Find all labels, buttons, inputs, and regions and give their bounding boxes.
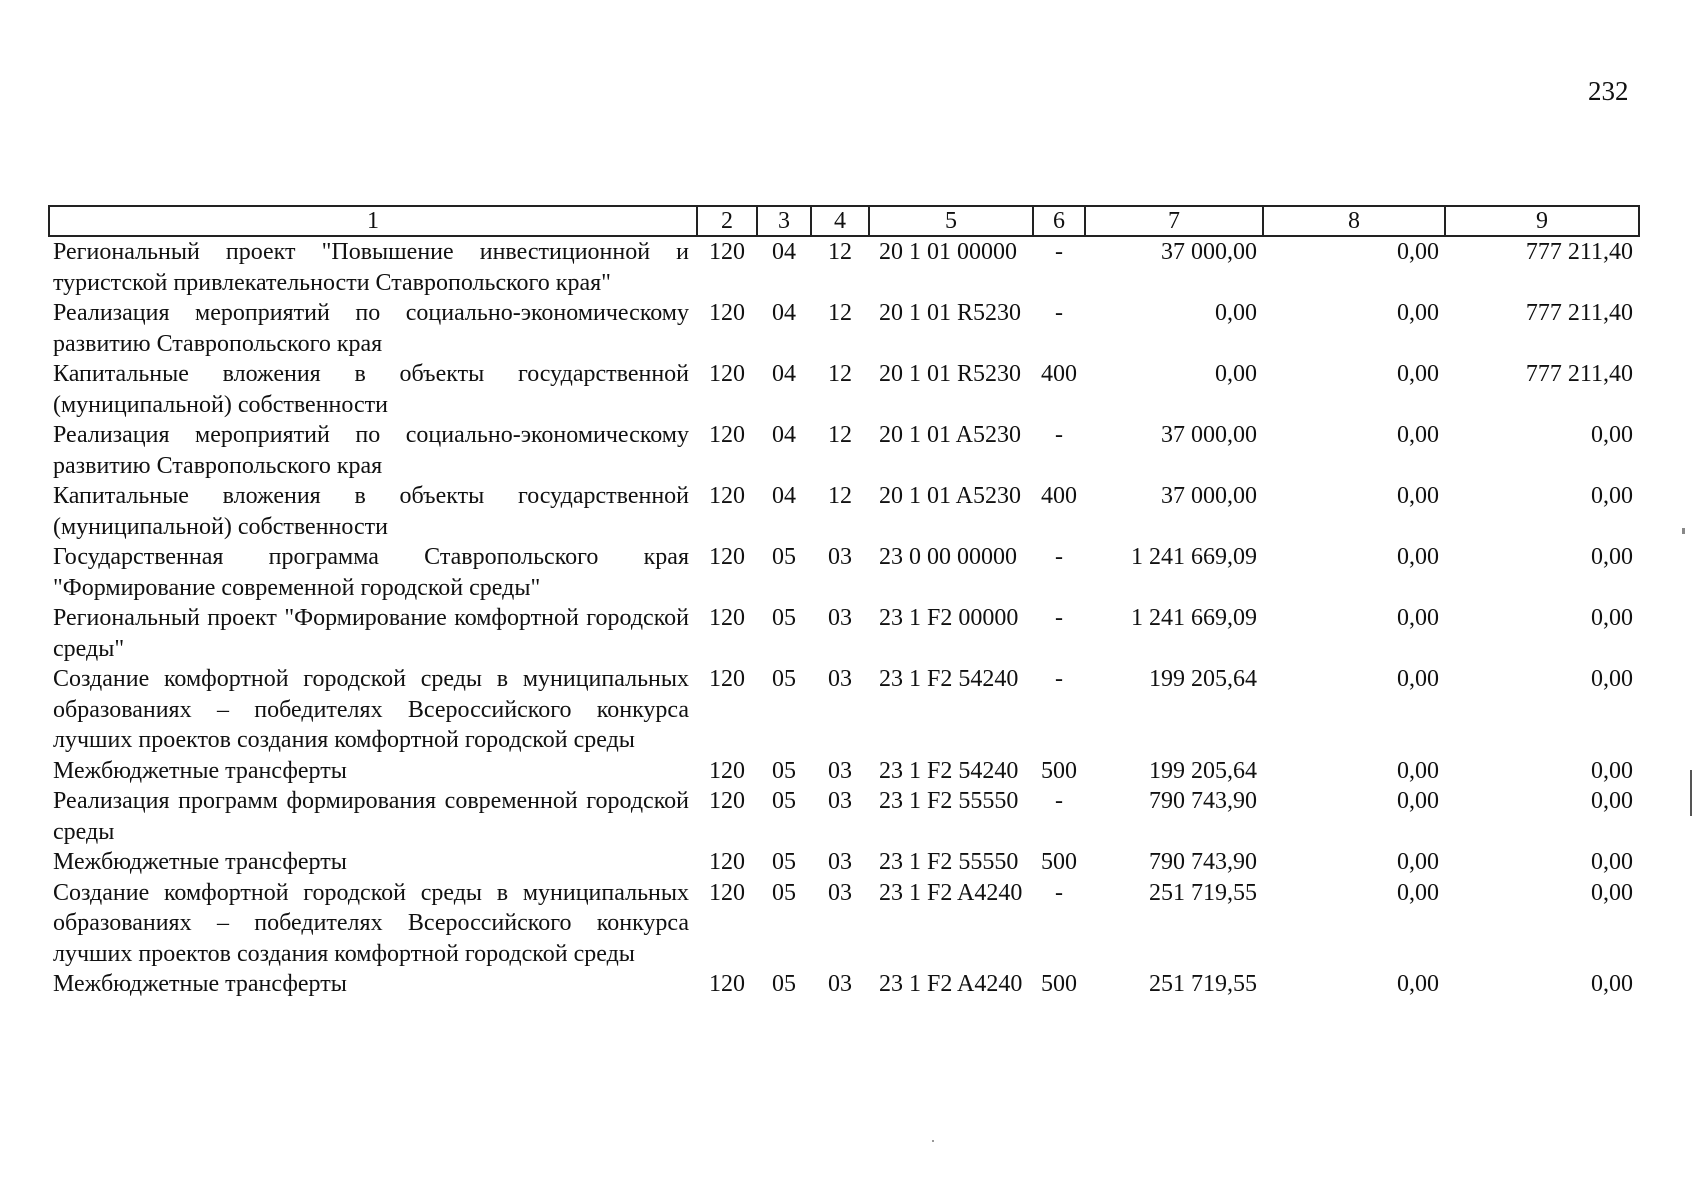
row-code-5: 20 1 01 A5230 xyxy=(879,422,1022,448)
row-code-2: 120 xyxy=(709,879,745,906)
row-name: Межбюджетные трансферты xyxy=(53,971,347,997)
row-name: Создание комфортной городской среды в муниципальных образованиях – победителях Всероссийского конкурса лучших проектов создания комфортной городской среды xyxy=(53,879,689,967)
table-row xyxy=(49,969,1639,1000)
row-amount-8: 0,00 xyxy=(1397,361,1439,387)
row-amount-7: 251 719,55 xyxy=(1149,971,1257,997)
row-name: Капитальные вложения в объекты государственной (муниципальной) собственности xyxy=(53,483,689,540)
row-code-3: 05 xyxy=(772,605,796,631)
row-code-6: - xyxy=(1055,666,1063,692)
row-amount-7: 1 241 669,09 xyxy=(1131,605,1257,631)
table-body xyxy=(49,236,1639,1000)
row-name: Региональный проект "Формирование комфортной городской среды" xyxy=(53,605,689,662)
row-amount-9: 0,00 xyxy=(1591,788,1633,814)
column-header-8: 8 xyxy=(1263,206,1445,236)
row-code-5: 23 1 F2 55550 xyxy=(879,788,1019,814)
row-amount-7: 790 743,90 xyxy=(1149,849,1257,875)
row-code-6: 400 xyxy=(1041,483,1077,509)
row-code-3: 05 xyxy=(772,788,796,814)
row-code-5: 23 1 F2 54240 xyxy=(879,757,1019,784)
row-code-4: 12 xyxy=(828,239,852,265)
row-code-6: - xyxy=(1055,300,1063,326)
row-amount-7: 1 241 669,09 xyxy=(1131,544,1257,570)
row-code-5: 23 1 F2 00000 xyxy=(879,605,1019,631)
row-code-6: - xyxy=(1055,239,1063,265)
row-amount-9: 0,00 xyxy=(1591,422,1633,448)
row-code-6: 500 xyxy=(1041,971,1077,997)
row-code-5: 23 1 F2 A4240 xyxy=(879,879,1023,906)
row-amount-7: 37 000,00 xyxy=(1161,422,1257,448)
row-amount-9: 777 211,40 xyxy=(1525,300,1633,326)
row-amount-8: 0,00 xyxy=(1397,879,1439,906)
row-code-2: 120 xyxy=(709,422,745,448)
row-amount-8: 0,00 xyxy=(1397,544,1439,570)
row-code-4: 03 xyxy=(828,971,852,997)
row-amount-7: 0,00 xyxy=(1215,300,1257,326)
row-code-2: 120 xyxy=(709,239,745,265)
row-amount-7: 199 205,64 xyxy=(1149,666,1257,692)
row-name: Межбюджетные трансферты xyxy=(53,849,347,875)
row-code-4: 03 xyxy=(828,666,852,692)
row-name: Реализация программ формирования современной городской среды xyxy=(53,788,689,845)
row-amount-8: 0,00 xyxy=(1397,971,1439,997)
row-code-4: 03 xyxy=(828,757,852,784)
column-header-5: 5 xyxy=(869,206,1033,236)
row-code-4: 03 xyxy=(828,879,852,906)
table-row xyxy=(49,786,1639,847)
row-amount-9: 777 211,40 xyxy=(1525,239,1633,265)
row-code-5: 23 1 F2 54240 xyxy=(879,666,1019,692)
row-amount-8: 0,00 xyxy=(1397,422,1439,448)
row-code-2: 120 xyxy=(709,483,745,509)
header-row xyxy=(49,206,1639,236)
column-header-7: 7 xyxy=(1085,206,1263,236)
row-code-2: 120 xyxy=(709,849,745,875)
row-amount-8: 0,00 xyxy=(1397,757,1439,784)
row-amount-7: 251 719,55 xyxy=(1149,879,1257,906)
table-row xyxy=(49,664,1639,756)
row-code-6: - xyxy=(1055,879,1063,906)
scan-margin-mark xyxy=(1690,770,1692,816)
row-name: Региональный проект "Повышение инвестиционной и туристской привлекательности Ставропольского края" xyxy=(53,239,689,296)
table-row xyxy=(49,756,1639,787)
row-code-4: 12 xyxy=(828,361,852,387)
row-amount-8: 0,00 xyxy=(1397,605,1439,631)
row-amount-9: 0,00 xyxy=(1591,666,1633,692)
row-amount-8: 0,00 xyxy=(1397,666,1439,692)
row-code-3: 05 xyxy=(772,971,796,997)
row-code-6: - xyxy=(1055,422,1063,448)
row-name: Государственная программа Ставропольского края "Формирование современной городской среды" xyxy=(53,544,689,601)
row-code-4: 03 xyxy=(828,605,852,631)
row-code-3: 05 xyxy=(772,757,796,784)
budget-table-container xyxy=(48,205,1638,1000)
row-amount-9: 777 211,40 xyxy=(1525,361,1633,387)
row-amount-7: 790 743,90 xyxy=(1149,788,1257,814)
row-code-5: 23 1 F2 55550 xyxy=(879,849,1019,875)
row-code-5: 20 1 01 00000 xyxy=(879,239,1017,265)
row-code-6: 400 xyxy=(1041,361,1077,387)
column-header-4: 4 xyxy=(811,206,869,236)
row-code-5: 23 0 00 00000 xyxy=(879,544,1017,570)
row-amount-9: 0,00 xyxy=(1591,605,1633,631)
column-header-6: 6 xyxy=(1033,206,1085,236)
table-row xyxy=(49,878,1639,970)
row-code-4: 12 xyxy=(828,422,852,448)
row-code-3: 04 xyxy=(772,239,796,265)
row-code-3: 04 xyxy=(772,483,796,509)
row-code-2: 120 xyxy=(709,300,745,326)
row-amount-8: 0,00 xyxy=(1397,239,1439,265)
row-amount-9: 0,00 xyxy=(1591,757,1633,784)
row-name: Реализация мероприятий по социально-экономическому развитию Ставропольского края xyxy=(53,422,689,479)
row-amount-9: 0,00 xyxy=(1591,879,1633,906)
row-code-2: 120 xyxy=(709,361,745,387)
table-row xyxy=(49,420,1639,481)
row-code-4: 12 xyxy=(828,300,852,326)
row-name: Межбюджетные трансферты xyxy=(53,757,347,784)
row-amount-7: 37 000,00 xyxy=(1161,239,1257,265)
row-code-6: - xyxy=(1055,605,1063,631)
row-code-2: 120 xyxy=(709,788,745,814)
row-code-6: 500 xyxy=(1041,757,1077,784)
row-code-6: - xyxy=(1055,788,1063,814)
row-code-5: 20 1 01 A5230 xyxy=(879,483,1022,509)
row-amount-8: 0,00 xyxy=(1397,849,1439,875)
column-header-9: 9 xyxy=(1445,206,1639,236)
row-code-2: 120 xyxy=(709,666,745,692)
table-row xyxy=(49,481,1639,542)
row-name: Создание комфортной городской среды в муниципальных образованиях – победителях Всероссийского конкурса лучших проектов создания комфортной городской среды xyxy=(53,666,689,753)
budget-table xyxy=(48,205,1640,1000)
table-row xyxy=(49,847,1639,878)
column-header-2: 2 xyxy=(697,206,757,236)
table-row xyxy=(49,236,1639,298)
row-code-2: 120 xyxy=(709,971,745,997)
row-code-3: 05 xyxy=(772,879,796,906)
table-row xyxy=(49,359,1639,420)
row-amount-9: 0,00 xyxy=(1591,544,1633,570)
row-amount-7: 37 000,00 xyxy=(1161,483,1257,509)
row-code-2: 120 xyxy=(709,544,745,570)
row-amount-7: 0,00 xyxy=(1215,361,1257,387)
table-row xyxy=(49,603,1639,664)
row-code-3: 04 xyxy=(772,361,796,387)
row-amount-9: 0,00 xyxy=(1591,483,1633,509)
row-code-3: 04 xyxy=(772,300,796,326)
row-amount-9: 0,00 xyxy=(1591,849,1633,875)
row-code-2: 120 xyxy=(709,757,745,784)
row-code-4: 03 xyxy=(828,849,852,875)
table-row xyxy=(49,298,1639,359)
page-number: 232 xyxy=(1588,76,1629,106)
scan-dot xyxy=(932,1140,934,1142)
row-code-3: 05 xyxy=(772,544,796,570)
row-amount-9: 0,00 xyxy=(1591,971,1633,997)
table-row xyxy=(49,542,1639,603)
row-code-2: 120 xyxy=(709,605,745,631)
row-amount-8: 0,00 xyxy=(1397,300,1439,326)
column-header-1: 1 xyxy=(49,206,697,236)
row-code-3: 04 xyxy=(772,422,796,448)
scan-speck xyxy=(1682,528,1685,534)
row-code-4: 12 xyxy=(828,483,852,509)
row-name: Реализация мероприятий по социально-экономическому развитию Ставропольского края xyxy=(53,300,689,357)
row-code-5: 23 1 F2 A4240 xyxy=(879,971,1023,997)
row-code-6: 500 xyxy=(1041,849,1077,875)
row-amount-8: 0,00 xyxy=(1397,483,1439,509)
row-code-4: 03 xyxy=(828,544,852,570)
row-code-3: 05 xyxy=(772,849,796,875)
row-code-5: 20 1 01 R5230 xyxy=(879,300,1022,326)
row-code-4: 03 xyxy=(828,788,852,814)
row-amount-8: 0,00 xyxy=(1397,788,1439,814)
row-code-3: 05 xyxy=(772,666,796,692)
row-name: Капитальные вложения в объекты государственной (муниципальной) собственности xyxy=(53,361,689,418)
column-header-3: 3 xyxy=(757,206,811,236)
row-code-5: 20 1 01 R5230 xyxy=(879,361,1022,387)
row-code-6: - xyxy=(1055,544,1063,570)
row-amount-7: 199 205,64 xyxy=(1149,757,1257,784)
